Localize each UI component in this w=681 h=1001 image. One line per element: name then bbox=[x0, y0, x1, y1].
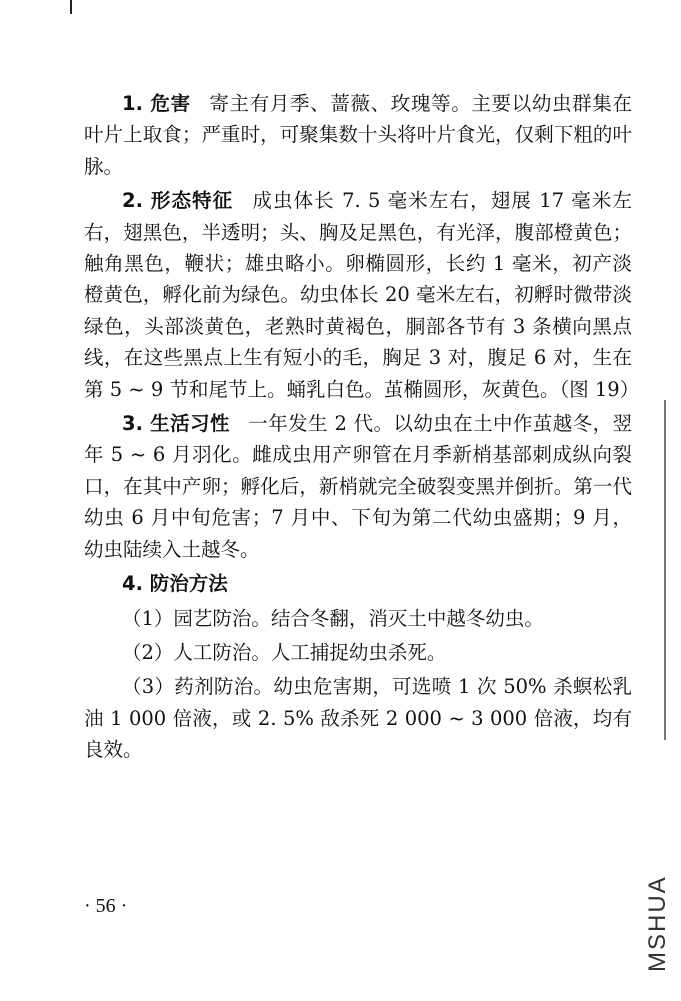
scan-artifact-top bbox=[70, 0, 72, 14]
section-habits bbox=[84, 408, 632, 565]
page-body bbox=[84, 88, 640, 769]
control-method-horticultural: （1）园艺防治。结合冬翻，消灭土中越冬幼虫。 bbox=[122, 606, 544, 630]
section-heading: 3. 生活习性 bbox=[122, 412, 230, 436]
control-method-chemical: （3）药剂防治。幼虫危害期，可选喷 1 次 50% 杀螟松乳油 1 000 倍液，或 2. 5% 敌杀死 2 000 ~ 3 000 倍液，均有良效。 bbox=[84, 675, 632, 762]
section-heading: 1. 危害 bbox=[122, 92, 191, 115]
watermark: MSHUA bbox=[644, 875, 671, 972]
section-text: 成虫体长 7. 5 毫米左右，翅展 17 毫米左右，翅黑色，半透明；头、胸及足黑色，有光泽，腹部橙黄色；触角黑色，鞭状；雄虫略小。卵椭圆形，长约 1 毫米，初产淡橙黄色，孵化前为绿色。幼虫体长 20 毫米左右，初孵时微带淡绿色，头部淡黄色，老熟时黄褐色，胴部各节有 3 条横向黑点线，在这些黑点上生有短小的毛，胸足 3 对，腹足 6 对，生在第 5 ~ 9 节和尾节上。蛹乳白色。茧椭圆形，灰黄色。（图 19） bbox=[84, 189, 640, 401]
control-method-manual: （2）人工防治。人工捕捉幼虫杀死。 bbox=[122, 640, 447, 664]
scan-artifact-edge bbox=[664, 400, 666, 740]
section-heading: 4. 防治方法 bbox=[122, 572, 228, 596]
section-text: 寄主有月季、蔷薇、玫瑰等。主要以幼虫群集在叶片上取食；严重时，可聚集数十头将叶片食光，仅剩下粗的叶脉。 bbox=[84, 92, 632, 178]
section-morphology bbox=[84, 185, 640, 405]
section-damage bbox=[84, 88, 632, 182]
section-text: 一年发生 2 代。以幼虫在土中作茧越冬，翌年 5 ~ 6 月羽化。雌成虫用产卵管在月季新梢基部刺成纵向裂口，在其中产卵；孵化后，新梢就完全破裂变黑并倒折。第一代幼虫 6 月中旬危害；7 月中、下旬为第二代幼虫盛期；9 月，幼虫陆续入土越冬。 bbox=[84, 412, 633, 561]
page-number: · 56 · bbox=[84, 895, 128, 917]
section-heading: 2. 形态特征 bbox=[122, 189, 234, 213]
section-control bbox=[84, 568, 632, 599]
